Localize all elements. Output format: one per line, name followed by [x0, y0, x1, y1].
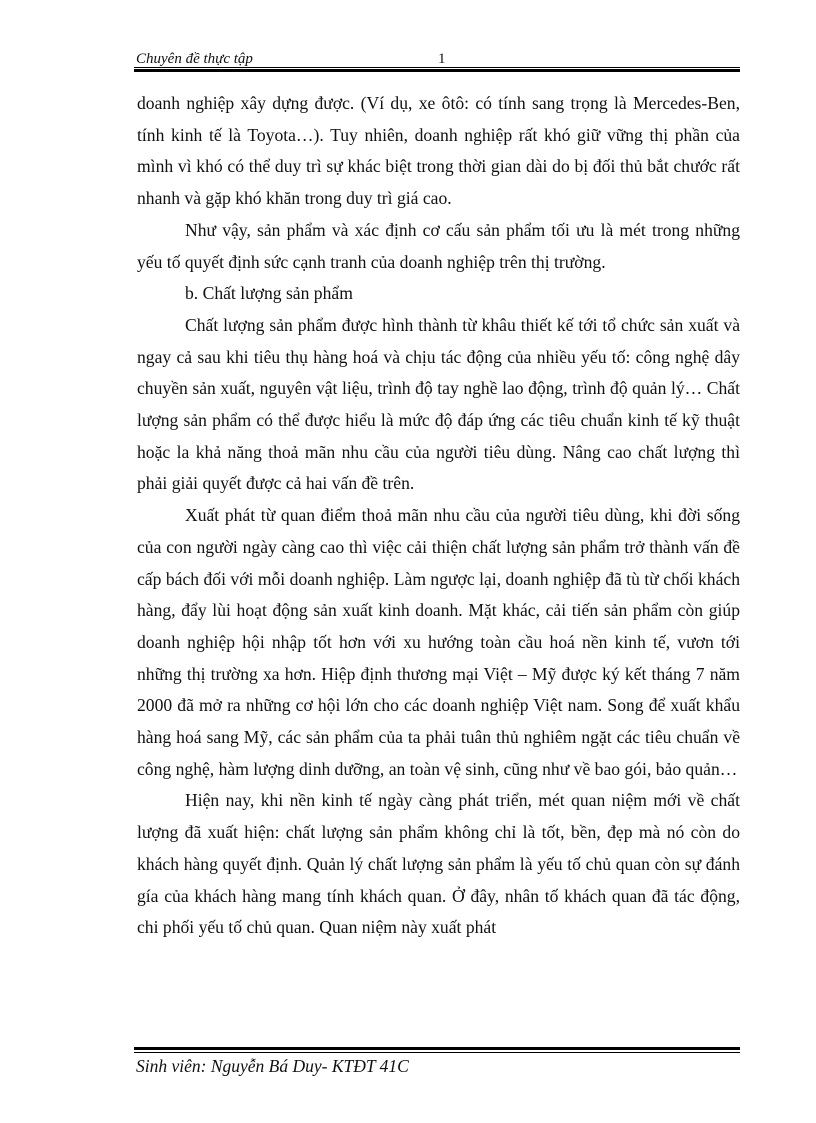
page-header — [134, 46, 740, 76]
page-footer — [134, 1044, 740, 1084]
footer-rule-thin — [134, 1052, 740, 1053]
page-number: 1 — [438, 51, 446, 67]
header-title: Chuyên đề thực tập — [136, 51, 253, 67]
paragraph-1: doanh nghiệp xây dựng được. (Ví dụ, xe ôtô: có tính sang trọng là Mercedes-Ben, tính kinh tế là Toyota…). Tuy nhiên, doanh nghiệp rất khó giữ vững thị phần của mình vì khó có thể duy trì sự khác biệt trong thời gian dài do bị đối thủ bắt chước rất nhanh và gặp khó khăn trong duy trì giá cao. — [137, 93, 740, 209]
document-body — [137, 88, 740, 944]
paragraph-4: Xuất phát từ quan điểm thoả mãn nhu cầu của người tiêu dùng, khi đời sống của con người ngày càng cao thì việc cải thiện chất lượng sản phẩm trở thành vấn đề cấp bách đối với mỗi doanh nghiệp. Làm ngược lại, doanh nghiệp đã tù từ chối khách hàng, đẩy lùi hoạt động sản xuất kinh doanh. Mặt khác, cải tiến sản phẩm còn giúp doanh nghiệp hội nhập tốt hơn với xu hướng toàn cầu hoá nền kinh tế, vươn tới những thị trường xa hơn. Hiệp định thương mại Việt – Mỹ được ký kết tháng 7 năm 2000 đã mở ra những cơ hội lớn cho các doanh nghiệp Việt nam. Song để xuất khẩu hàng hoá sang Mỹ, các sản phẩm của ta phải tuân thủ nghiêm ngặt các tiêu chuẩn về công nghệ, hàm lượng dinh dưỡng, an toàn vệ sinh, cũng như về bao gói, bảo quản… — [137, 505, 740, 779]
footer-author: Sinh viên: Nguyễn Bá Duy- KTĐT 41C — [136, 1056, 409, 1076]
paragraph-5: Hiện nay, khi nền kinh tế ngày càng phát triển, mét quan niệm mới về chất lượng đã xuất hiện: chất lượng sản phẩm không chỉ là tốt, bền, đẹp mà nó còn do khách hàng quyết định. Quản lý chất lượng sản phẩm là yếu tố chủ quan còn sự đánh gía của khách hàng mang tính khách quan. Ở đây, nhân tố khách quan đã tác động, chi phối yếu tố chủ quan. Quan niệm này xuất phát — [137, 790, 740, 938]
section-heading: b. Chất lượng sản phẩm — [185, 283, 353, 304]
footer-rule-thick — [134, 1047, 740, 1050]
paragraph-3: Chất lượng sản phẩm được hình thành từ khâu thiết kế tới tổ chức sản xuất và ngay cả sau khi tiêu thụ hàng hoá và chịu tác động của nhiều yếu tố: công nghệ dây chuyền sản xuất, nguyên vật liệu, trình độ tay nghề lao động, trình độ quản lý… Chất lượng sản phẩm có thể được hiểu là mức độ đáp ứng các tiêu chuẩn kinh tế kỹ thuật hoặc la khả năng thoả mãn nhu cầu của người tiêu dùng. Nâng cao chất lượng thì phải giải quyết được cả hai vấn đề trên. — [137, 314, 740, 494]
paragraph-2: Như vậy, sản phẩm và xác định cơ cấu sản phẩm tối ưu là mét trong những yếu tố quyết định sức cạnh tranh của doanh nghiệp trên thị trường. — [137, 219, 740, 272]
header-rule-thin — [134, 67, 740, 68]
header-rule-thick — [134, 69, 740, 72]
